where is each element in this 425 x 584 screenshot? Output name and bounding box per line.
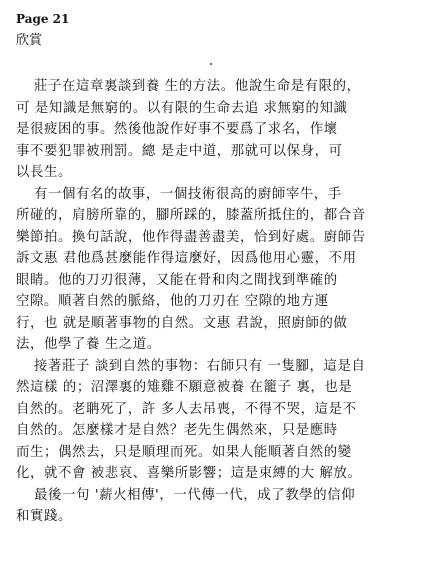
text-line: 而生；偶然去，只是順理而死。如果人能順著自然的變: [16, 444, 352, 460]
text-line: 可 是知識是無窮的。以有限的生命去追 求無窮的知識: [16, 100, 348, 116]
text-line: 樂節拍。換句話說，他作得盡善盡美，恰到好處。廚師告: [16, 229, 366, 245]
paragraph: [16, 356, 412, 485]
paragraph: [16, 76, 412, 184]
text-line: 有一個有名的故事，一個技術很高的廚師宰牛，手: [34, 186, 342, 202]
section-title: 欣賞: [16, 33, 43, 48]
text-line: 訴文惠 君他爲甚麼能作得這麼好，因爲他用心靈，不用: [16, 251, 357, 266]
text-line: 行，也 就是順著事物的自然。文惠 君說，照廚師的做: [16, 315, 348, 331]
text-line: 化，就不會 被悲哀、喜樂所影響；這是束縛的大 解放。: [16, 466, 362, 481]
text-line: 和實踐。: [16, 509, 72, 524]
page-number: Page 21: [16, 12, 70, 26]
body-text: [16, 76, 412, 528]
text-line: 最後一句 '薪火相傳'，一代傳一代，成了教學的信仰: [34, 487, 356, 503]
text-line: 自然的。怎麼樣才是自然？老先生偶然來，只是應時: [16, 423, 338, 438]
text-line: 事不要犯罪被刑罰。總 是走中道，那就可以保身，可: [16, 143, 343, 159]
text-line: 莊子在這章裏談到養 生的方法。他說生命是有限的，: [34, 79, 361, 94]
text-line: 空隙。順著自然的脈絡，他的刀刃在 空隙的地方運: [16, 294, 329, 309]
text-line: 眼睛。他的刀刃很薄，又能在骨和肉之間找到準確的: [16, 272, 338, 288]
text-line: 所碰的，肩膀所靠的，腳所踩的，膝蓋所抵住的，都合音: [16, 208, 366, 223]
paragraph: [16, 485, 412, 528]
paragraph: [16, 184, 412, 356]
text-line: 然這樣 的；沼澤裏的雉雞不願意被養 在籠子 裏，也是: [16, 380, 353, 395]
text-line: 自然的。老聃死了，許 多人去吊喪，不得不哭，這是不: [16, 401, 357, 417]
text-line: 接著莊子 談到自然的事物：右師只有 一隻腳，這是自: [34, 358, 366, 374]
text-line: 以長生。: [16, 165, 72, 180]
text-line: 是很疲困的事。然後他說作好事不要爲了求名，作壞: [16, 122, 338, 137]
scan-speck: [210, 63, 212, 65]
text-line: 法，他學了養 生之道。: [16, 337, 161, 352]
